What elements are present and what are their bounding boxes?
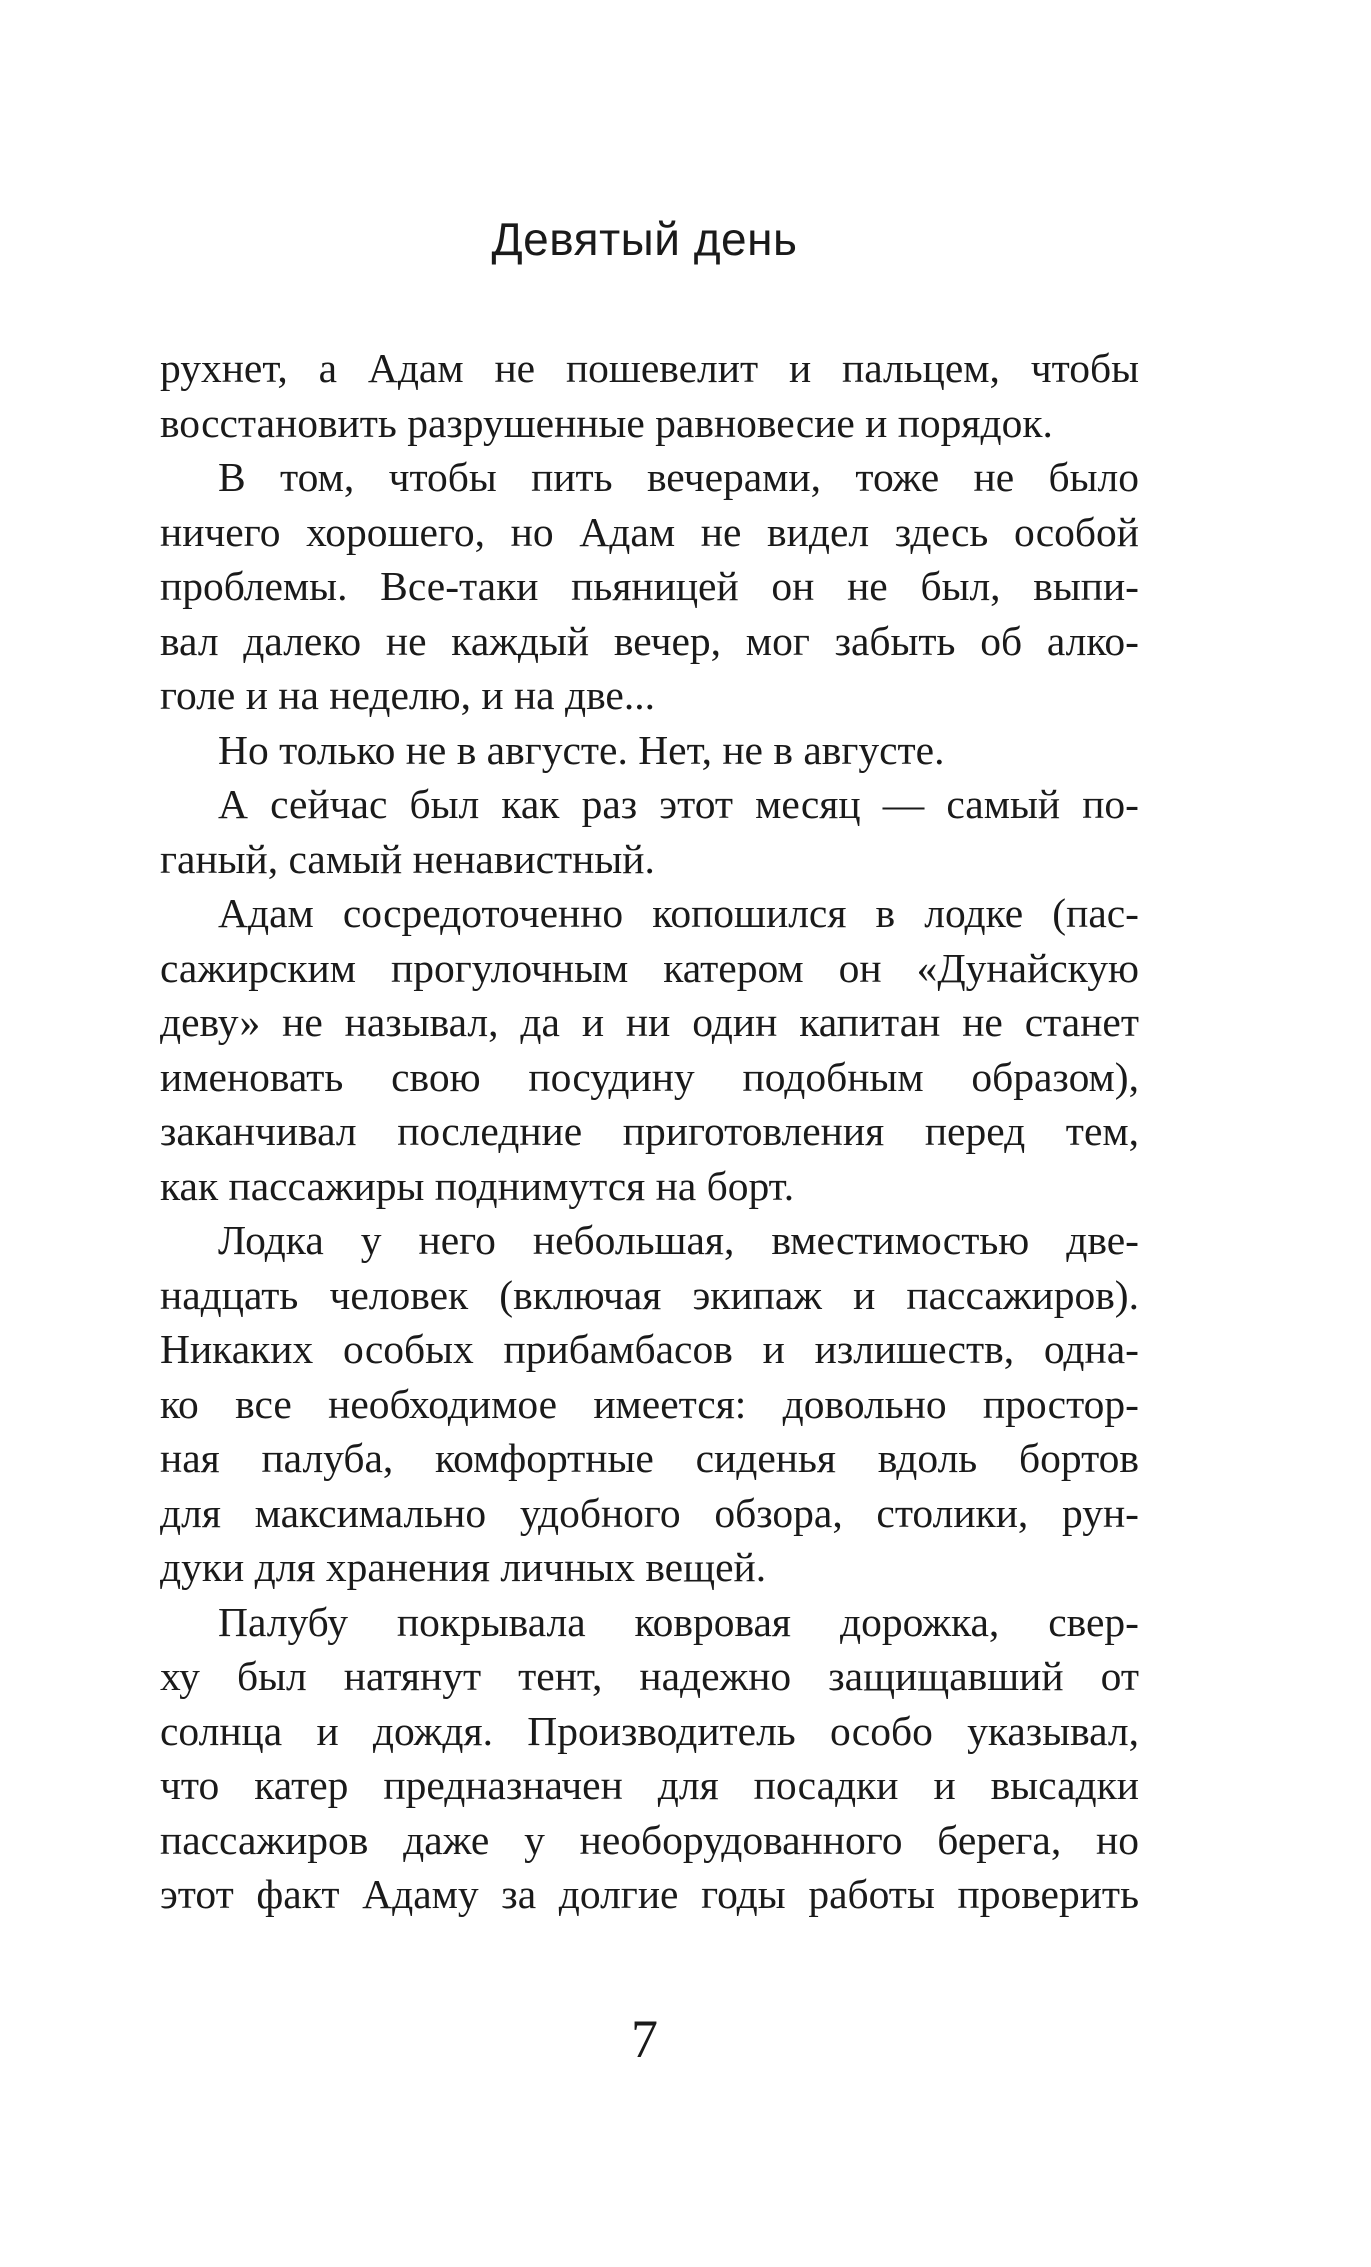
text-line: ная палуба, комфортные сиденья вдоль бортов [160, 1435, 1139, 1481]
body-text [160, 341, 1139, 1922]
text-line: вал далеко не каждый вечер, мог забыть об алко- [160, 617, 1139, 664]
text-line: солнца и дождя. Производитель особо указывал, [160, 1707, 1139, 1754]
paragraph [160, 886, 1139, 1213]
text-line: что катер предназначен для посадки и высадки [160, 1762, 1139, 1808]
paragraph [160, 777, 1139, 886]
text-line: Палубу покрывала ковровая дорожка, свер- [218, 1598, 1139, 1645]
text-line: как пассажиры поднимутся на борт. [160, 1162, 795, 1209]
text-line: пассажиров даже у необорудованного берега, но [160, 1816, 1139, 1863]
paragraph [160, 450, 1139, 723]
text-line: именовать свою посудину подобным образом), [160, 1053, 1139, 1100]
text-line: голе и на неделю, и на две... [160, 672, 655, 718]
text-line: Лодка у него небольшая, вместимостью две- [218, 1217, 1139, 1263]
text-line: дуки для хранения личных вещей. [160, 1544, 767, 1590]
paragraph [160, 1213, 1139, 1595]
text-line: этот факт Адаму за долгие годы работы проверить [160, 1871, 1139, 1917]
text-line: проблемы. Все-таки пьяницей он не был, выпи- [160, 563, 1139, 609]
text-line: рухнет, а Адам не пошевелит и пальцем, чтобы [160, 345, 1139, 391]
text-line: ничего хорошего, но Адам не видел здесь особой [160, 508, 1139, 555]
page-number: 7 [631, 2009, 658, 2069]
text-line: Но только не в августе. Нет, не в августе. [218, 726, 945, 773]
paragraph [160, 1595, 1139, 1922]
text-line: восстановить разрушенные равновесие и порядок. [160, 399, 1053, 446]
text-line: надцать человек (включая экипаж и пассажиров). [160, 1271, 1139, 1318]
text-line: ганый, самый ненавистный. [160, 835, 655, 882]
paragraph [160, 341, 1139, 450]
text-line: ко все необходимое имеется: довольно простор- [160, 1380, 1139, 1427]
text-line: заканчивал последние приготовления перед тем, [160, 1108, 1139, 1154]
text-line: деву» не называл, да и ни один капитан не станет [160, 999, 1139, 1045]
text-line: сажирским прогулочным катером он «Дунайскую [160, 944, 1139, 991]
running-head: Девятый день [491, 213, 798, 265]
text-line: А сейчас был как раз этот месяц — самый по- [218, 781, 1139, 827]
text-line: для максимально удобного обзора, столики, рун- [160, 1489, 1139, 1536]
text-line: ху был натянут тент, надежно защищавший от [160, 1653, 1139, 1699]
text-line: Адам сосредоточенно копошился в лодке (пас- [218, 890, 1139, 936]
paragraph [160, 723, 1139, 778]
text-line: В том, чтобы пить вечерами, тоже не было [218, 454, 1139, 500]
text-line: Никаких особых прибамбасов и излишеств, одна- [160, 1326, 1139, 1372]
